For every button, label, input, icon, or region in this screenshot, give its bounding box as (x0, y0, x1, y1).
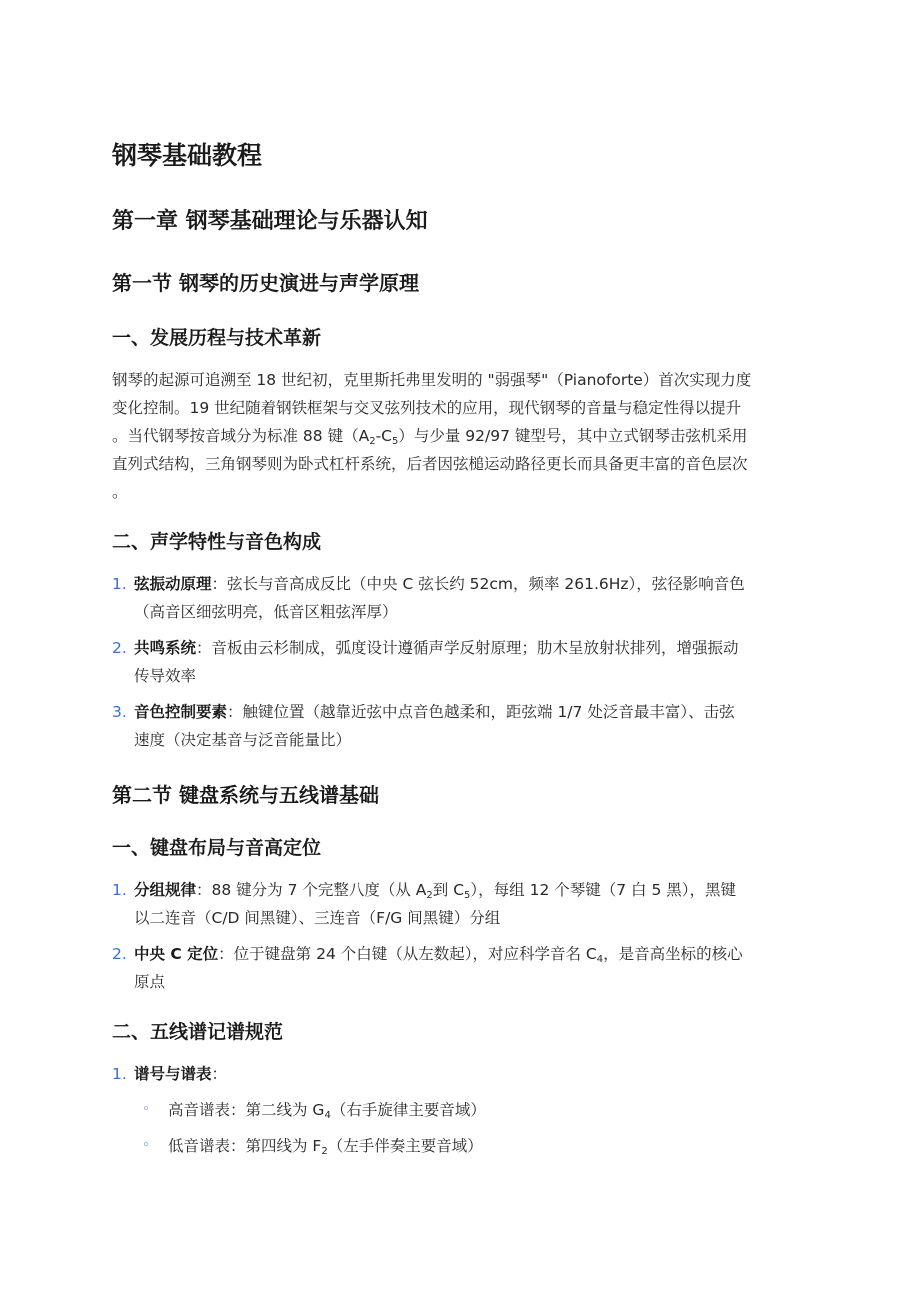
subscript: 4 (596, 954, 604, 965)
item-text: （左手伴奏主要音域） (327, 1137, 483, 1155)
acoustics-list (112, 570, 812, 754)
item-text: ：弦长与音高成反比（中央 C 弦长约 52cm，频率 261.6Hz），弦径影响音色 (211, 575, 745, 593)
list-item (112, 634, 812, 690)
list-item (112, 940, 812, 996)
list-item (112, 570, 812, 626)
chapter-heading: 第一章 钢琴基础理论与乐器认知 (112, 209, 428, 234)
circle-bullet-icon: ◦ (142, 1102, 150, 1117)
subscript: 2 (426, 890, 433, 901)
item-text: ：触键位置（越靠近弦中点音色越柔和，距弦端 1/7 处泛音最丰富）、击弦 (227, 703, 735, 721)
paragraph-line: 变化控制。19 世纪随着钢铁框架与交叉弦列技术的应用，现代钢琴的音量与稳定性得以提升 (112, 399, 742, 417)
list-number: 2. (112, 945, 127, 963)
subsection-history-heading: 一、发展历程与技术革新 (112, 327, 322, 349)
list-number: 3. (112, 703, 127, 721)
paragraph-line: 钢琴的起源可追溯至 18 世纪初，克里斯托弗里发明的 "弱强琴"（Pianoforte）首次实现力度 (112, 371, 752, 389)
item-text: （右手旋律主要音域） (330, 1101, 486, 1119)
list-number: 1. (112, 1065, 127, 1083)
item-label: 中央 C 定位 (134, 945, 219, 963)
item-text: ：音板由云杉制成，弧度设计遵循声学反射原理；肋木呈放射状排列，增强振动 (196, 639, 739, 657)
paragraph-line: 。 (112, 483, 128, 501)
sublist-item (112, 1132, 812, 1160)
document-page (112, 138, 812, 1160)
history-paragraph (112, 366, 812, 506)
item-text: 低音谱表：第四线为 F (168, 1137, 322, 1155)
clef-sublist (112, 1096, 812, 1160)
item-text: ：位于键盘第 24 个白键（从左数起），对应科学音名 C (218, 945, 597, 963)
document-title: 钢琴基础教程 (112, 141, 263, 170)
item-text: ： (211, 1065, 228, 1083)
item-text: 高音谱表：第二线为 G (168, 1101, 325, 1119)
list-item (112, 1060, 812, 1088)
item-label: 谱号与谱表 (134, 1065, 212, 1083)
item-text: 到 C (432, 881, 465, 899)
list-number: 1. (112, 881, 127, 899)
keyboard-list (112, 876, 812, 996)
item-label: 共鸣系统 (134, 639, 197, 657)
subsection-notation-heading: 二、五线谱记谱规范 (112, 1021, 284, 1043)
item-text: ），每组 12 个琴键（7 白 5 黑），黑键 (470, 881, 737, 899)
paragraph-line: 。当代钢琴按音域分为标准 88 键（A (112, 427, 370, 445)
item-label: 弦振动原理 (134, 575, 212, 593)
sublist-item (112, 1096, 812, 1124)
subscript: 5 (391, 436, 399, 447)
paragraph-text: -C (375, 427, 392, 445)
item-text: 传导效率 (134, 667, 197, 685)
subscript: 4 (324, 1110, 331, 1121)
item-label: 音色控制要素 (134, 703, 228, 721)
item-text: ，是音高坐标的核心 (603, 945, 743, 963)
subscript: 2 (321, 1146, 328, 1157)
circle-bullet-icon: ◦ (142, 1138, 150, 1153)
item-text: 以二连音（C/D 间黑键）、三连音（F/G 间黑键）分组 (134, 909, 501, 927)
subscript: 5 (464, 890, 471, 901)
subscript: 2 (369, 436, 376, 447)
section1-heading: 第一节 钢琴的历史演进与声学原理 (112, 271, 419, 295)
item-text: 速度（决定基音与泛音能量比） (134, 731, 352, 749)
paragraph-line: 直列式结构，三角钢琴则为卧式杠杆系统，后者因弦槌运动路径更长而具备更丰富的音色层次 (112, 455, 748, 473)
list-item (112, 698, 812, 754)
item-text: ：88 键分为 7 个完整八度（从 A (196, 881, 427, 899)
item-text: （高音区细弦明亮，低音区粗弦浑厚） (134, 603, 398, 621)
list-number: 2. (112, 639, 127, 657)
item-text: 原点 (134, 973, 166, 991)
section2-heading: 第二节 键盘系统与五线谱基础 (112, 783, 379, 807)
paragraph-text: ）与少量 92/97 键型号，其中立式钢琴击弦机采用 (398, 427, 748, 445)
notation-list (112, 1060, 812, 1088)
subsection-keyboard-heading: 一、键盘布局与音高定位 (112, 837, 322, 859)
list-number: 1. (112, 575, 127, 593)
list-item (112, 876, 812, 932)
subsection-acoustics-heading: 二、声学特性与音色构成 (112, 531, 322, 553)
item-label: 分组规律 (134, 881, 197, 899)
